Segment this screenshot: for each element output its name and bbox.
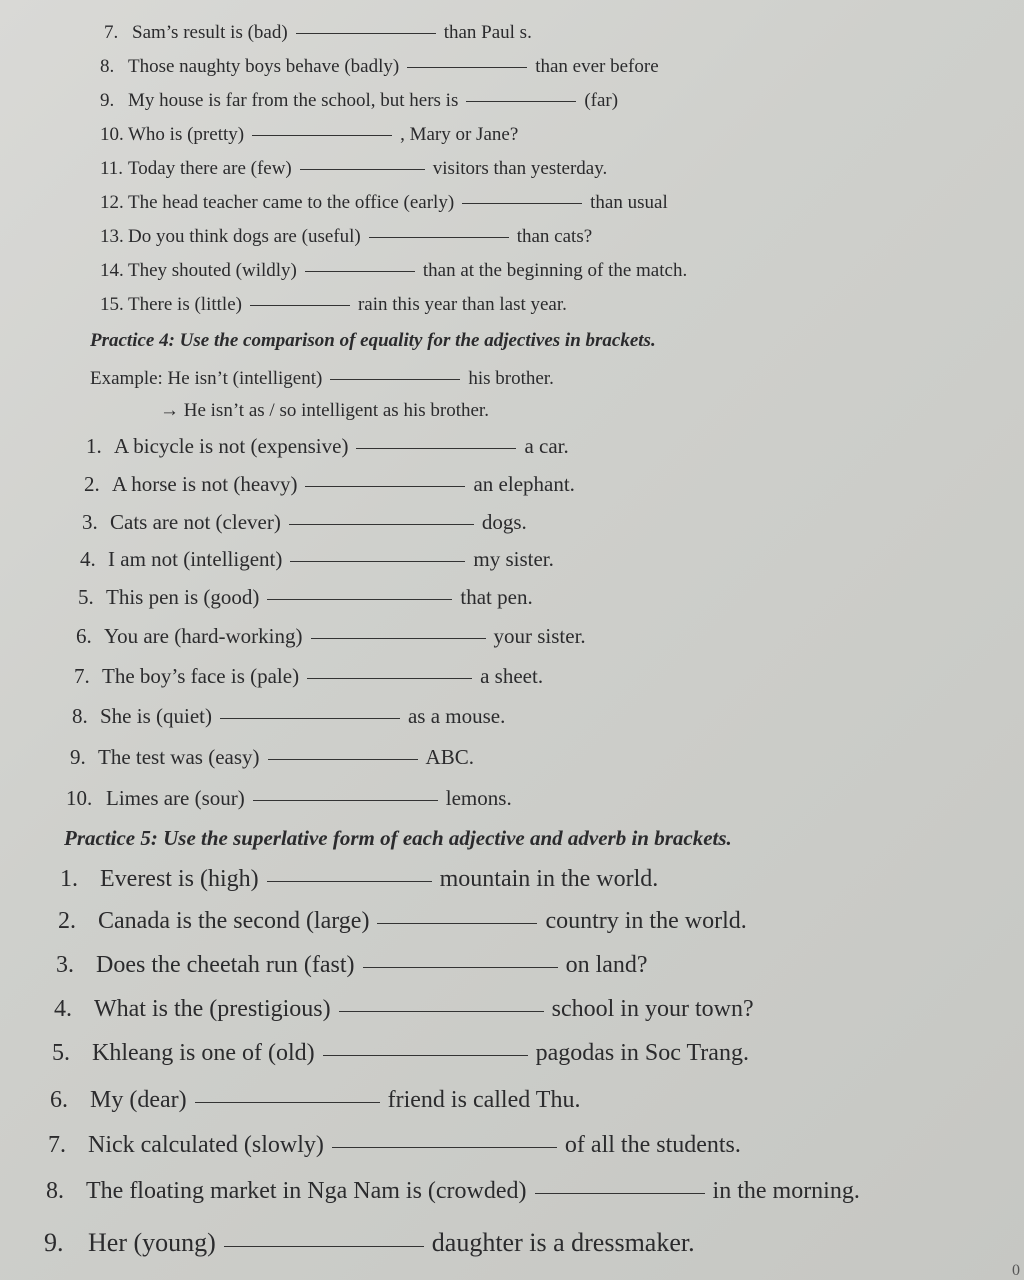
answer-blank[interactable] (462, 202, 582, 204)
p5-item-1: 1. Everest is (high) mountain in the world. (60, 866, 659, 892)
p3-item-9: 9. My house is far from the school, but hers is (far) (100, 90, 619, 111)
answer-blank[interactable] (296, 32, 436, 34)
answer-blank[interactable] (195, 1101, 380, 1103)
p4-item-3: 3. Cats are not (clever) dogs. (82, 510, 527, 534)
p4-item-1: 1. A bicycle is not (expensive) a car. (86, 434, 569, 458)
answer-blank[interactable] (224, 1245, 424, 1247)
answer-blank[interactable] (407, 66, 527, 68)
answer-blank[interactable] (289, 523, 474, 525)
answer-blank[interactable] (250, 304, 350, 306)
p3-item-12: 12. The head teacher came to the office (early) than usual (100, 192, 668, 213)
p4-item-7: 7. The boy’s face is (pale) a sheet. (74, 664, 544, 688)
answer-blank[interactable] (307, 677, 472, 679)
p5-item-2: 2. Canada is the second (large) country in the world. (58, 908, 747, 934)
answer-blank[interactable] (252, 134, 392, 136)
answer-blank[interactable] (466, 100, 576, 102)
answer-blank[interactable] (323, 1054, 528, 1056)
p5-item-6: 6. My (dear) friend is called Thu. (50, 1087, 581, 1113)
corner-mark: 0 (1012, 1262, 1020, 1279)
practice4-heading: Practice 4: Use the comparison of equality for the adjectives in brackets. (90, 330, 656, 351)
practice4-example: Example: He isn’t (intelligent) his brother. (90, 368, 554, 389)
p3-item-14: 14. They shouted (wildly) than at the beginning of the match. (100, 260, 688, 281)
p3-item-7: 7. Sam’s result is (bad) than Paul s. (104, 22, 532, 43)
answer-blank[interactable] (267, 880, 432, 882)
p4-item-10: 10. Limes are (sour) lemons. (66, 786, 512, 810)
p4-item-9: 9. The test was (easy) ABC. (70, 745, 474, 769)
p3-item-13: 13. Do you think dogs are (useful) than cats? (100, 226, 593, 247)
p4-item-8: 8. She is (quiet) as a mouse. (72, 704, 506, 728)
p5-item-4: 4. What is the (prestigious) school in your town? (54, 996, 754, 1022)
practice4-example-answer: → He isn’t as / so intelligent as his brother. (160, 400, 489, 421)
answer-blank[interactable] (305, 270, 415, 272)
answer-blank[interactable] (332, 1146, 557, 1148)
p5-item-7: 7. Nick calculated (slowly) of all the students. (48, 1132, 741, 1158)
p4-item-2: 2. A horse is not (heavy) an elephant. (84, 472, 575, 496)
p4-item-4: 4. I am not (intelligent) my sister. (80, 547, 554, 571)
answer-blank[interactable] (356, 447, 516, 449)
answer-blank[interactable] (311, 637, 486, 639)
answer-blank[interactable] (369, 236, 509, 238)
answer-blank[interactable] (300, 168, 425, 170)
p3-item-11: 11. Today there are (few) visitors than yesterday. (100, 158, 608, 179)
p3-item-10: 10. Who is (pretty) , Mary or Jane? (100, 124, 519, 145)
answer-blank[interactable] (363, 966, 558, 968)
answer-blank[interactable] (220, 717, 400, 719)
answer-blank[interactable] (290, 560, 465, 562)
p3-item-15: 15. There is (little) rain this year than last year. (100, 294, 567, 315)
answer-blank[interactable] (305, 485, 465, 487)
answer-blank[interactable] (377, 922, 537, 924)
p5-item-9: 9. Her (young) daughter is a dressmaker. (44, 1228, 695, 1257)
p5-item-8: 8. The floating market in Nga Nam is (crowded) in the morning. (46, 1178, 860, 1204)
p4-item-6: 6. You are (hard-working) your sister. (76, 624, 586, 648)
p5-item-3: 3. Does the cheetah run (fast) on land? (56, 952, 648, 978)
p4-item-5: 5. This pen is (good) that pen. (78, 585, 533, 609)
answer-blank[interactable] (339, 1010, 544, 1012)
answer-blank[interactable] (253, 799, 438, 801)
p5-item-5: 5. Khleang is one of (old) pagodas in Soc Trang. (52, 1040, 749, 1066)
p3-item-8: 8. Those naughty boys behave (badly) than ever before (100, 56, 659, 77)
answer-blank[interactable] (268, 758, 418, 760)
answer-blank[interactable] (535, 1192, 705, 1194)
practice5-heading: Practice 5: Use the superlative form of each adjective and adverb in brackets. (64, 826, 732, 850)
example-blank (330, 378, 460, 380)
answer-blank[interactable] (267, 598, 452, 600)
